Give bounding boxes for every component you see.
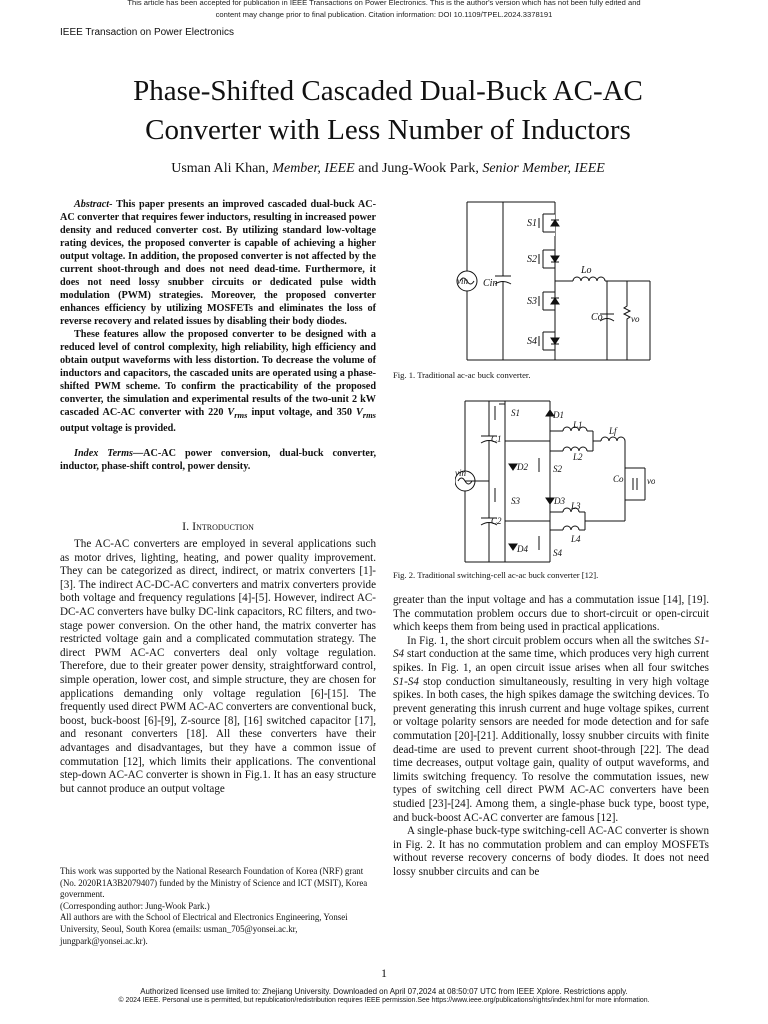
page-number: 1 — [381, 966, 387, 980]
footnote-corresponding: (Corresponding author: Jung-Wook Park.) — [60, 900, 210, 911]
journal-header: IEEE Transaction on Power Electronics — [60, 27, 234, 38]
switches-s1-s4: S1-S4 — [393, 634, 709, 661]
abstract-p2-c: output voltage is provided. — [60, 423, 176, 435]
fig1-lo-label: Lo — [581, 265, 592, 276]
right-p2: A single-phase buck-type switching-cell AC-AC converter is shown in Fig. 2. It has no commutation problem and can employ MOSFETs without reverse recovery concerns of body diodes. It does not need lossy snubber circuits and can be — [393, 825, 709, 878]
fig2-vo-label: vo — [647, 476, 655, 486]
section-title: Introduction — [192, 519, 254, 533]
fig2-s4-label: S4 — [553, 548, 562, 558]
fig1-cin-label: Cin — [483, 278, 498, 289]
notice-line-2: content may change prior to final publication. Citation information: DOI 10.1109/TPEL.2024.3378191 — [215, 10, 553, 19]
right-p0: greater than the input voltage and has a commutation issue [14], [19]. The commutation problem occurs due to short-circuit or open-circuit which keeps them from being used in practical applications. — [393, 594, 709, 634]
fig1-vin-label: vin — [457, 276, 468, 286]
right-p1-c: stop conduction simultaneously, resulting in very high voltage spikes. In both cases, the high spikes damage the switching devices. To prevent generating this inrush current and huge voltage spikes, current or voltage polarity sensors are needed for mode detection and for safe commutation [20]-[21]. Additionally, lossy snubber circuits with finite dead-time are used to prevent current shoot-through [22]. The dead time decreases, output voltage gain, quality of output waveforms, and limits switching frequency. To resolve the commutation issues, new types of switching cell direct PWM AC-AC converters have been studied [23]-[24]. Among them, a single-phase buck type, boost type, and buck-boost AC-AC converter are famous [12]. — [393, 675, 710, 824]
abstract-p1-text: This paper presents an improved cascaded dual-buck AC-AC converter that requires fewer inductors, resulting in increased power density and reduced converter cost. By utilizing standard low-voltage rating devices, the proposed converter is capable of achieving a higher output voltage. In addition, the proposed converter is not affected by the current shoot-through and does not need dead-time. Furthermore, it does not need lossy snubber circuits or dedicated pulse width modulation (PWM) strategies. Moreover, the proposed converter enhances efficiency by utilizing MOSFETs and eliminates the loss of reverse recovery and related issues by disabling their body diodes. — [60, 199, 376, 327]
section-number: I. — [182, 519, 190, 533]
vrms-1: $V_{rms}$ — [227, 407, 248, 421]
fig2-co-label: Co — [613, 474, 624, 484]
introduction-text — [60, 538, 376, 796]
index-terms-text: —AC-AC power conversion, dual-buck converter, inductor, phase-shift control, power density. — [60, 448, 376, 473]
author-2-role: Senior Member, IEEE — [482, 161, 605, 176]
index-terms-label: Index Terms — [74, 448, 133, 460]
fig2-vin-label: vin — [455, 468, 466, 478]
copyright-footer: © 2024 IEEE. Personal use is permitted, but republication/redistribution requires IEEE permission.See https://www.ieee.org/publications/rights/index.html for more information. — [118, 997, 650, 1004]
fig1-vo-label: vo — [631, 314, 640, 324]
fig2-d2-label: D2 — [517, 462, 528, 472]
right-p1-b: start conduction at the same time, which produces very high current spikes. In Fig. 1, an open circuit issue arises when all four switches — [393, 648, 709, 674]
section-heading-intro — [60, 519, 376, 534]
fig2-s1-label: S1 — [511, 408, 520, 418]
fig1-s2-label: S2 — [527, 254, 537, 265]
fig2-s3-label: S3 — [511, 496, 520, 506]
fig1-s1-label: S1 — [527, 218, 537, 229]
fig2-s2-label: S2 — [553, 464, 562, 474]
abstract-p1 — [60, 198, 376, 328]
license-footer: Authorized licensed use limited to: Zhejiang University. Downloaded on April 07,2024 at 08:50:07 UTC from IEEE Xplore. Restrictions apply. — [140, 987, 628, 996]
fig2-caption: Fig. 2. Traditional switching-cell ac-ac buck converter [12]. — [393, 570, 599, 580]
abstract-p2-a: These features allow the proposed converter to be designed with a reduced level of control complexity, high reliability, high efficiency and obtain output waveforms with less distortion. To decrease the volume of inductors and capacitors, the cascaded units are operated using a phase-shifted PWM scheme. To confirm the practicability of the proposed converter, the simulation and experimental results of the two-unit 2 kW cascaded AC-AC converter with 220 — [60, 329, 376, 418]
abstract-label: Abstract- — [74, 199, 113, 210]
fig2-l2-label: L2 — [573, 452, 583, 462]
fig2-l4-label: L4 — [571, 534, 581, 544]
fig2-c1-label: C1 — [491, 434, 502, 444]
vrms-2: $V_{rms}$ — [355, 407, 376, 421]
right-p1-a: In Fig. 1, the short circuit problem occurs when all the switches — [407, 634, 692, 647]
switches-s1-s4-2: S1-S4 — [393, 675, 419, 688]
author-1: Usman Ali Khan, — [171, 161, 269, 176]
fig1-s3-label: S3 — [527, 296, 537, 307]
fig1-caption: Fig. 1. Traditional ac-ac buck converter. — [393, 370, 531, 380]
fig1-co-label: Co — [591, 312, 603, 323]
author-2: and Jung-Wook Park, — [358, 161, 479, 176]
right-column-text — [393, 594, 709, 879]
publication-notice — [0, 0, 768, 21]
title-line-1: Phase-Shifted Cascaded Dual-Buck AC-AC — [133, 75, 643, 107]
abstract — [60, 198, 376, 473]
fig2-l3-label: L3 — [571, 501, 581, 511]
fig1-s4-label: S4 — [527, 336, 537, 347]
author-line — [60, 161, 716, 177]
fig2-lf-label: Lf — [609, 426, 617, 436]
notice-line-1: This article has been accepted for publication in IEEE Transactions on Power Electronics. This is the author's version which has not been fully edited and — [127, 0, 641, 7]
paper-title — [60, 72, 716, 150]
abstract-p2 — [60, 328, 376, 435]
fig2-d4-label: D4 — [517, 544, 528, 554]
fig2-l1-label: L1 — [573, 420, 583, 430]
intro-paragraph: The AC-AC converters are employed in several applications such as motor drives, lighting, heating, and power quality improvement. They can be categorized as direct, indirect, or matrix converters [1]-[3]. The indirect AC-DC-AC converters and matrix converters provide both voltage and frequency regulations [4]-[5]. However, indirect AC-DC-AC converters have bulky DC-link capacitors, RC filters, and two-stage power conversion. On the other hand, the matrix converter has restricted voltage gain and a complicated commutation strategy. The direct PWM AC-AC converters deal only voltage regulation. Therefore, due to their greater power density, straightforward control, simple operation, lower cost, and simple structure, they are chosen for applications demanding only voltage regulation [6]-[15]. The frequently used direct PWM AC-AC converters are conventional buck, boost, buck-boost [6]-[9], Z-source [8], [16] switched capacitor [17], and resonant converters [18]. All these converters have their advantages and disadvantages, but they have a common issue of commutation [12], which limits their applications. The conventional step-down AC-AC converter is shown in Fig.1. It has an easy structure but cannot produce an output voltage — [60, 538, 376, 795]
footnote-affiliation: All authors are with the School of Electrical and Electronics Engineering, Yonsei University, Seoul, South Korea (emails: usman_705@yonsei.ac.kr, jungpark@yonsei.ac.kr). — [60, 912, 348, 946]
abstract-p2-b: input voltage, and 350 — [251, 407, 352, 418]
index-terms — [60, 447, 376, 473]
fig2-c2-label: C2 — [491, 516, 502, 526]
footnotes — [60, 866, 376, 947]
author-1-role: Member, IEEE — [272, 161, 355, 176]
fig1-circuit — [455, 196, 655, 366]
fig2-circuit — [455, 396, 655, 566]
title-line-2: Converter with Less Number of Inductors — [145, 114, 631, 146]
fig2-d3-label: D3 — [554, 496, 565, 506]
right-p1 — [393, 635, 709, 825]
fig2-d1-label: D1 — [553, 410, 564, 420]
footnote-funding: This work was supported by the National Research Foundation of Korea (NRF) grant (No. 2020R1A3B2079407) funded by the Ministry of Science and ICT (MSIT), Korea government. — [60, 866, 368, 900]
